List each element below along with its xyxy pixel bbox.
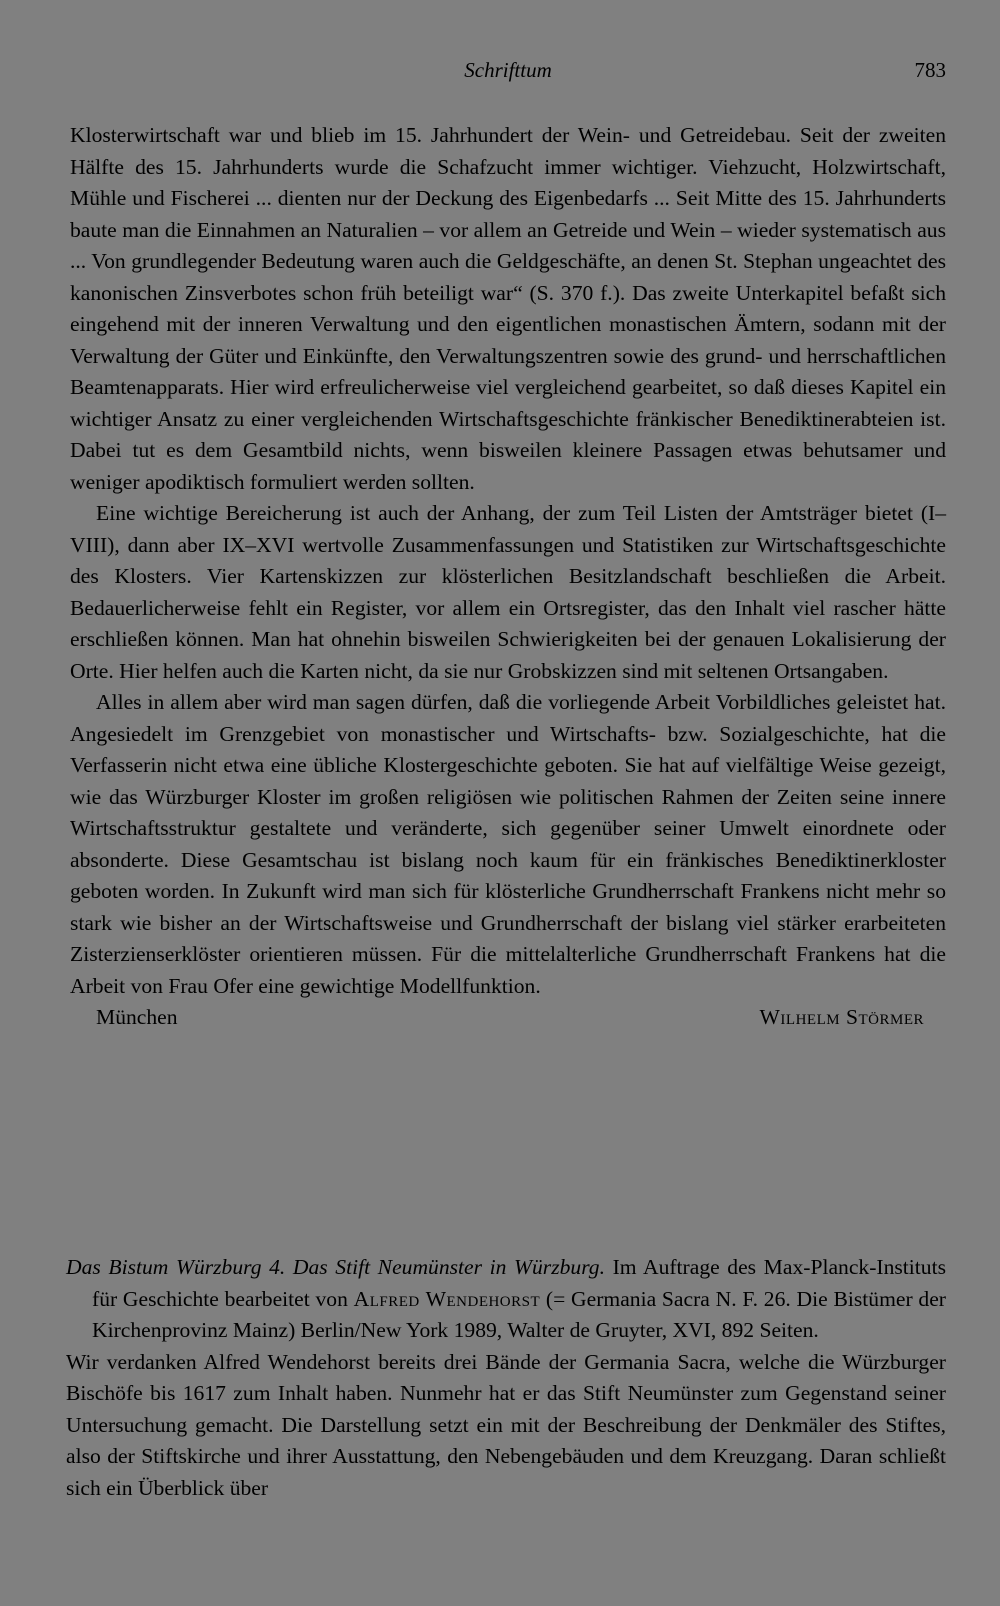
book-author: Alfred Wendehorst [353,1286,541,1311]
review-body [70,120,946,1034]
second-review [66,1252,946,1504]
reviewer-name: Wilhelm Störmer [759,1005,924,1029]
paragraph-2: Eine wichtige Bereicherung ist auch der Anhang, der zum Teil Listen der Amtsträger bietet (I–VIII), dann aber IX–XVI wertvolle Zusammenfassungen und Statistiken zur Wirtschaftsgeschichte des Klosters. Vier Kartenskizzen zur klösterlichen Besitzlandschaft beschließen die Arbeit. Bedauerlicherweise fehlt ein Register, vor allem ein Ortsregister, das den Inhalt viel rascher hätte erschließen können. Man hat ohnehin bisweilen Schwierigkeiten bei der genauen Lokalisierung der Orte. Hier helfen auch die Karten nicht, da sie nur Grobskizzen sind mit seltenen Ortsangaben. [70,501,946,683]
book-title: Das Bistum Würzburg 4. Das Stift Neumünster in Würzburg. [66,1255,605,1279]
bibliographic-entry [66,1252,946,1347]
review-text: Wir verdanken Alfred Wendehorst bereits drei Bände der Germania Sacra, welche die Würzburger Bischöfe bis 1617 zum Inhalt haben. Nunmehr hat er das Stift Neumünster zum Gegenstand seiner Untersuchung gemacht. Die Darstellung setzt ein mit der Beschreibung der Denkmäler des Stiftes, also der Stiftskirche und ihrer Ausstattung, den Nebengebäuden und dem Kreuzgang. Daran schließt sich ein Überblick über [66,1349,946,1500]
page-header [70,58,946,88]
paragraph-1: Klosterwirtschaft war und blieb im 15. Jahrhundert der Wein- und Getreidebau. Seit der zweiten Hälfte des 15. Jahrhunderts wurde die Schafzucht immer wichtiger. Viehzucht, Holzwirtschaft, Mühle und Fischerei ... dienten nur der Deckung des Eigenbedarfs ... Seit Mitte des 15. Jahrhunderts baute man die Einnahmen an Naturalien – vor allem an Getreide und Wein – wieder systematisch aus ... Von grundlegender Bedeutung waren auch die Geldgeschäfte, an denen St. Stephan ungeachtet des kanonischen Zinsverbotes schon früh beteiligt war“ (S. 370 f.). Das zweite Unterkapitel befaßt sich eingehend mit der inneren Verwaltung und den eigentlichen monastischen Ämtern, sodann mit der Verwaltung der Güter und Einkünfte, den Verwaltungszentren sowie des grund- und herrschaftlichen Beamtenapparats. Hier wird erfreulicherweise viel vergleichend gearbeitet, so daß dieses Kapitel ein wichtiger Ansatz zu einer vergleichenden Wirtschaftsgeschichte fränkischer Benediktinerabteien ist. Dabei tut es dem Gesamtbild nichts, wenn bisweilen kleinere Passagen etwas behutsamer und weniger apodiktisch formuliert werden sollten. [70,123,946,494]
signature-place: München [96,1005,178,1029]
biblio-text-1: Im Auftrage des Max-Planck-Instituts für Geschichte bearbeitet von [92,1255,946,1311]
review-signature [70,1002,946,1034]
biblio-text-2: (= Germania Sacra N. F. 26. Die Bistümer der Kirchenprovinz Mainz) Berlin/New York 1989, Walter de Gruyter, XVI, 892 Seiten. [92,1286,946,1342]
running-head: Schrifttum [464,58,552,82]
page-number: 783 [914,58,946,82]
paragraph-3: Alles in allem aber wird man sagen dürfen, daß die vorliegende Arbeit Vorbildliches geleistet hat. Angesiedelt im Grenzgebiet von monastischer und Wirtschafts- bzw. Sozialgeschichte, hat die Verfasserin nicht etwa eine übliche Klostergeschichte geboten. Sie hat auf vielfältige Weise gezeigt, wie das Würzburger Kloster im großen religiösen wie politischen Rahmen der Zeiten seine innere Wirtschaftsstruktur gestaltete und veränderte, sich gegenüber seiner Umwelt einordnete oder absonderte. Diese Gesamtschau ist bislang noch kaum für ein fränkisches Benediktinerkloster geboten worden. In Zukunft wird man sich für klösterliche Grundherrschaft Frankens nicht mehr so stark wie bisher an der Wirtschaftsweise und Grundherrschaft der bislang viel stärker erarbeiteten Zisterzienserklöster orientieren müssen. Für die mittelalterliche Grundherrschaft Frankens hat die Arbeit von Frau Ofer eine gewichtige Modellfunktion. [70,690,946,998]
